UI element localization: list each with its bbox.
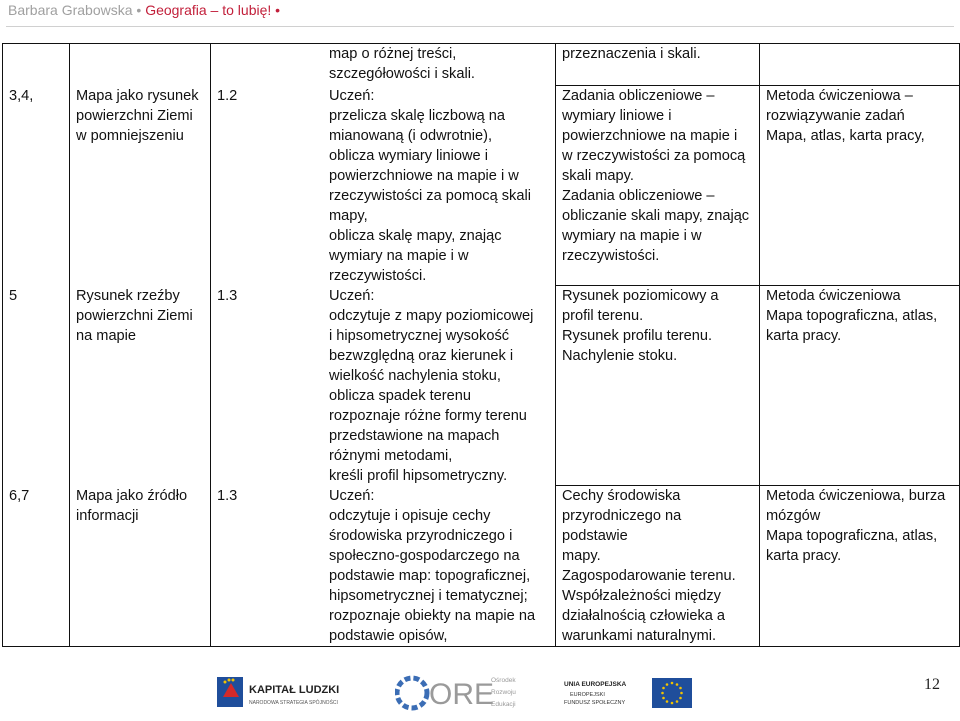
ore-line2: Rozwoju	[491, 689, 516, 696]
requirement-code: 1.2	[217, 87, 238, 104]
lesson-topic: Mapa jako źródło informacji	[70, 486, 211, 647]
requirement-text: map o różnej treści, szczegółowości i skali.	[329, 46, 475, 82]
eu-line2: EUROPEJSKI	[570, 692, 605, 698]
lesson-number: 6,7	[3, 486, 70, 647]
requirement-cell	[211, 86, 556, 286]
ore-logo	[395, 670, 525, 716]
kapital-ludzki-logo	[215, 673, 350, 713]
ore-word: ORE	[429, 678, 495, 711]
page-number: 12	[924, 676, 940, 693]
lesson-number: 5	[3, 286, 70, 486]
ore-line3: Edukacji	[491, 701, 516, 708]
kl-star	[232, 679, 235, 682]
table-row	[3, 86, 960, 286]
header-accent: Geografia – to lubię! •	[145, 2, 281, 18]
header-author: Barbara Grabowska •	[8, 2, 142, 18]
requirement-text: Uczeń: odczytuje i opisuje cechy środowiska przyrodniczego i społeczno-gospodarczego na podstawie map: topograficznej, hipsometrycznej i tematycznej; rozpoznaje obiekty na mapie na podstawie opisów,	[329, 487, 536, 644]
kl-star	[224, 681, 227, 684]
tasks-cell: przeznaczenia i skali.	[556, 44, 760, 86]
table-row	[3, 44, 960, 86]
requirement-code: 1.3	[217, 287, 238, 304]
methods-cell	[760, 44, 960, 86]
eu-logo	[560, 672, 695, 716]
lesson-topic: Rysunek rzeźby powierzchni Ziemi na mapie	[70, 286, 211, 486]
header-divider	[6, 26, 954, 27]
kl-subtitle: NARODOWA STRATEGIA SPÓJNOŚCI	[249, 700, 338, 706]
tasks-cell: Rysunek poziomicowy a profil terenu. Rysunek profilu terenu. Nachylenie stoku.	[556, 286, 760, 486]
lesson-topic: Mapa jako rysunek powierzchni Ziemi w pomniejszeniu	[70, 86, 211, 286]
ore-o-mark	[397, 678, 427, 708]
tasks-cell: Cechy środowiska przyrodniczego na podstawie mapy. Zagospodarowanie terenu. Współzależności między działalnością człowieka a warunkami naturalnymi.	[556, 486, 760, 647]
requirement-text: Uczeń: odczytuje z mapy poziomicowej i hipsometrycznej wysokość bezwzględną oraz kierunek i wielkość nachylenia stoku, oblicza spadek terenu rozpoznaje różne formy terenu przedstawione na mapach różnymi metodami, kreśli profil hipsometryczny.	[329, 287, 534, 484]
footer-logos	[0, 670, 960, 720]
lesson-number	[3, 44, 70, 86]
page-header	[0, 0, 960, 24]
table-row	[3, 486, 960, 647]
ore-line1: Ośrodek	[491, 677, 516, 684]
methods-cell: Metoda ćwiczeniowa, burza mózgów Mapa topograficzna, atlas, karta pracy.	[760, 486, 960, 647]
requirement-code	[217, 44, 329, 84]
tasks-cell: Zadania obliczeniowe – wymiary liniowe i powierzchniowe na mapie i w rzeczywistości za pomocą skali mapy. Zadania obliczeniowe – obliczanie skali mapy, znając wymiary na mapie i w rzeczywistości.	[556, 86, 760, 286]
requirement-cell	[211, 286, 556, 486]
lesson-number: 3,4,	[3, 86, 70, 286]
methods-cell: Metoda ćwiczeniowa – rozwiązywanie zadań Mapa, atlas, karta pracy,	[760, 86, 960, 286]
lesson-topic	[70, 44, 211, 86]
table-row	[3, 286, 960, 486]
eu-line1: UNIA EUROPEJSKA	[564, 681, 627, 688]
eu-line3: FUNDUSZ SPOŁECZNY	[564, 700, 626, 706]
kl-title: KAPITAŁ LUDZKI	[249, 684, 340, 696]
methods-cell: Metoda ćwiczeniowa Mapa topograficzna, atlas, karta pracy.	[760, 286, 960, 486]
requirement-cell	[211, 486, 556, 647]
kl-star	[228, 679, 231, 682]
requirement-code: 1.3	[217, 487, 238, 504]
requirement-cell	[211, 44, 556, 86]
requirement-text: Uczeń: przelicza skalę liczbową na mianowaną (i odwrotnie), oblicza wymiary liniowe i powierzchniowe na mapie i w rzeczywistości za pomocą skali mapy, oblicza skalę mapy, znając wymiary na mapie i w rzeczywistości.	[329, 87, 531, 284]
curriculum-table	[2, 43, 960, 647]
